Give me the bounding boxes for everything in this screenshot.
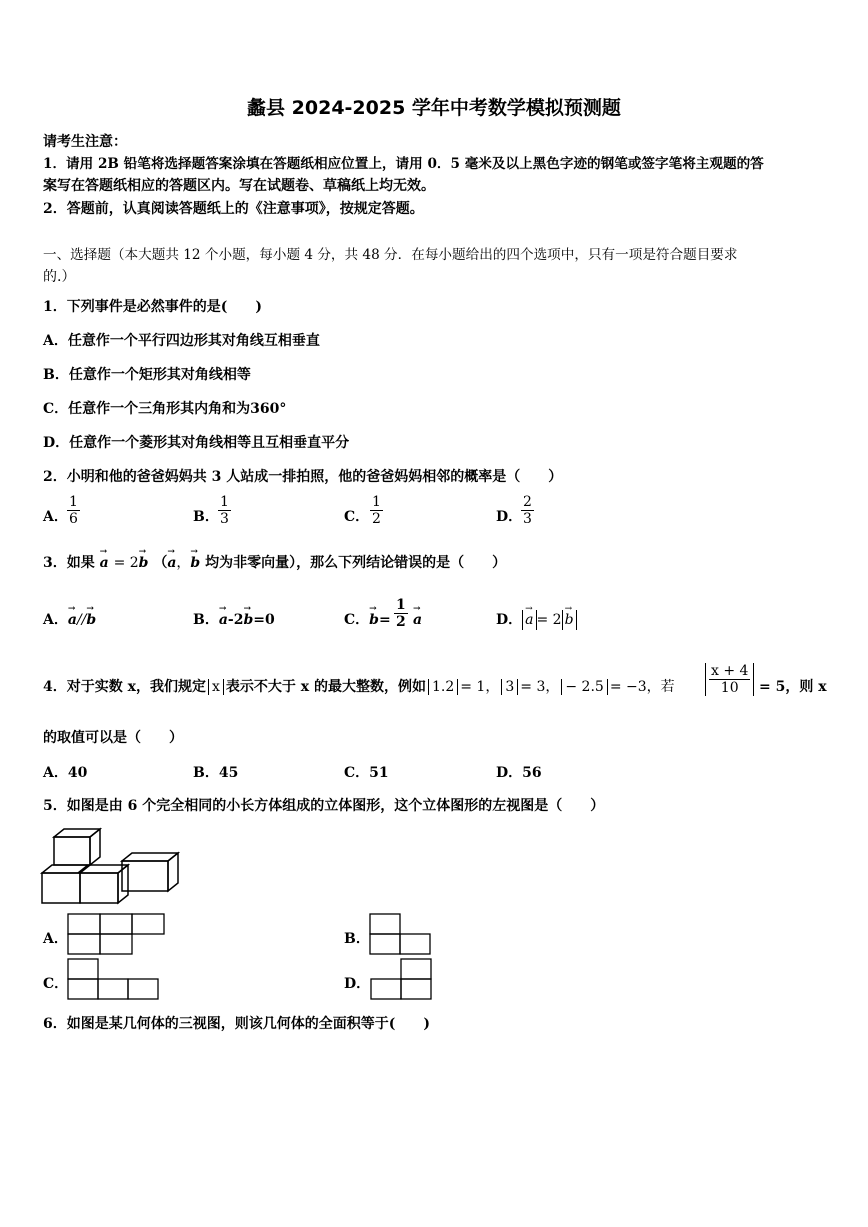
q2-option-b-label: B．	[193, 509, 219, 525]
q5-option-d-figure	[370, 958, 434, 1000]
section-heading-line-2: 的.）	[43, 269, 76, 285]
fraction-denominator: 2	[372, 511, 381, 527]
q3-stem-prefix: 3．如果	[43, 555, 95, 571]
equals-sign: =	[378, 612, 391, 628]
q2-option-b-fraction	[218, 494, 231, 527]
q4-stem-prefix: 4．对于实数 x，我们规定	[43, 679, 206, 695]
q1-stem: 1．下列事件是必然事件的是( )	[43, 299, 262, 315]
section-heading-line-1: 一、选择题（本大题共 12 个小题，每小题 4 分，共 48 分．在每小题给出的四个选项中，只有一项是符合题目要求	[43, 247, 738, 263]
q2-option-a-label: A．	[43, 509, 68, 525]
vector-b: → b	[86, 611, 96, 629]
q4-option-a: A．40	[43, 765, 88, 781]
vector-b: → b	[139, 554, 149, 572]
q4-condition-fraction	[705, 663, 754, 696]
fraction-numerator: 1	[372, 494, 381, 510]
vector-a: → a	[413, 611, 422, 629]
q3-option-b-expression: -2	[227, 612, 244, 628]
abs-b	[562, 610, 577, 630]
floor-example-2-result: = 3，	[520, 679, 560, 695]
q5-solid-figure	[40, 825, 182, 907]
q4-condition-result: = 5，则 x	[759, 679, 827, 695]
notice-line-1b: 案写在答题纸相应的答题区内。写在试题卷、草稿纸上均无效。	[43, 178, 435, 194]
vector-b: → b	[565, 611, 574, 629]
vector-a: → a	[100, 554, 109, 572]
q3-option-c-vector	[413, 611, 422, 629]
q3-option-c-fraction	[394, 597, 408, 630]
q3-stem-suffix: 均为非零向量），那么下列结论错误的是（ ）	[205, 555, 507, 571]
q4-option-b: B．45	[193, 765, 239, 781]
q1-option-b: B．任意作一个矩形其对角线相等	[43, 367, 251, 383]
floor-example-2: 3	[501, 679, 518, 695]
q1-option-a: A．任意作一个平行四边形其对角线互相垂直	[43, 333, 320, 349]
fraction-denominator: 3	[220, 511, 229, 527]
q6-stem: 6．如图是某几何体的三视图，则该几何体的全面积等于( )	[43, 1016, 430, 1032]
fraction-numerator: 2	[523, 494, 532, 510]
q3-option-b-tail: =0	[253, 612, 275, 628]
fraction-denominator: 3	[523, 511, 532, 527]
q3-option-a-label: A．	[43, 612, 68, 628]
fraction-denominator: 6	[69, 511, 78, 527]
q2-option-a-fraction	[67, 494, 80, 527]
q3-option-b-label: B．	[193, 612, 219, 628]
q4-option-d: D．56	[496, 765, 542, 781]
floor-example-3-result: = −3，若	[609, 679, 675, 695]
q4-stem-line-2: 的取值可以是（ ）	[43, 730, 183, 746]
floor-example-1-result: = 1，	[460, 679, 500, 695]
vector-a: → a	[219, 611, 228, 629]
q3-option-b	[193, 611, 275, 629]
fraction-denominator: 2	[396, 614, 406, 630]
q5-option-b-label: B．	[344, 931, 370, 947]
vector-a: → a	[68, 611, 77, 629]
abs-a	[522, 610, 536, 630]
q3-option-c	[344, 611, 391, 629]
q5-option-b-figure	[369, 913, 433, 955]
q3-stem-expression: = 2	[113, 555, 139, 571]
q2-option-c-fraction	[370, 494, 383, 527]
fraction-numerator: 1	[396, 597, 406, 613]
q4-stem	[43, 678, 675, 696]
q1-option-d: D．任意作一个菱形其对角线相等且互相垂直平分	[43, 435, 350, 451]
fraction-numerator: 1	[69, 494, 78, 510]
page-title: 蠡县 2024-2025 学年中考数学模拟预测题	[247, 97, 621, 119]
q4-stem-middle: 表示不大于 x 的最大整数，例如	[225, 679, 426, 695]
vector-b: → b	[190, 554, 200, 572]
fraction-denominator: 10	[720, 680, 739, 696]
floor-example-1: 1.2	[428, 679, 458, 695]
notice-line-2: 2．答题前，认真阅读答题纸上的《注意事项》，按规定答题。	[43, 201, 424, 217]
comma: ，	[176, 555, 191, 571]
q2-option-c-label: C．	[344, 509, 370, 525]
floor-bracket: x	[208, 679, 224, 695]
vector-b: → b	[243, 611, 253, 629]
q3-option-c-label: C．	[344, 612, 370, 628]
q5-stem: 5．如图是由 6 个完全相同的小长方体组成的立体图形，这个立体图形的左视图是（ ）	[43, 798, 605, 814]
fraction-numerator: 1	[220, 494, 229, 510]
q5-option-a-label: A．	[43, 931, 68, 947]
q2-option-d-label: D．	[496, 509, 523, 525]
floor-example-3: − 2.5	[561, 679, 607, 695]
q5-option-c-label: C．	[43, 976, 69, 992]
notice-heading: 请考生注意：	[43, 134, 127, 150]
q3-stem-paren: （	[153, 555, 168, 571]
parallel-symbol: //	[76, 612, 87, 628]
q5-option-a-figure	[67, 913, 165, 955]
q4-option-c: C．51	[344, 765, 389, 781]
q1-option-c: C．任意作一个三角形其内角和为360°	[43, 401, 287, 417]
q3-option-d	[496, 611, 577, 629]
vector-a: → a	[167, 554, 176, 572]
q2-stem: 2．小明和他的爸爸妈妈共 3 人站成一排拍照，他的爸爸妈妈相邻的概率是（ ）	[43, 469, 563, 485]
q3-option-d-expression: = 2	[536, 612, 562, 628]
vector-a: → a	[525, 611, 533, 629]
q2-option-d-fraction	[521, 494, 534, 527]
fraction-numerator: x + 4	[711, 663, 749, 679]
q3-stem	[43, 554, 506, 572]
q3-option-a	[43, 611, 96, 629]
q3-option-d-label: D．	[496, 612, 523, 628]
q5-option-d-label: D．	[344, 976, 371, 992]
q5-option-c-figure	[67, 958, 161, 1000]
vector-b: → b	[369, 611, 379, 629]
notice-line-1a: 1．请用 2B 铅笔将选择题答案涂填在答题纸相应位置上，请用 0．5 毫米及以上黑色字迹的钢笔或签字笔将主观题的答	[43, 156, 764, 172]
